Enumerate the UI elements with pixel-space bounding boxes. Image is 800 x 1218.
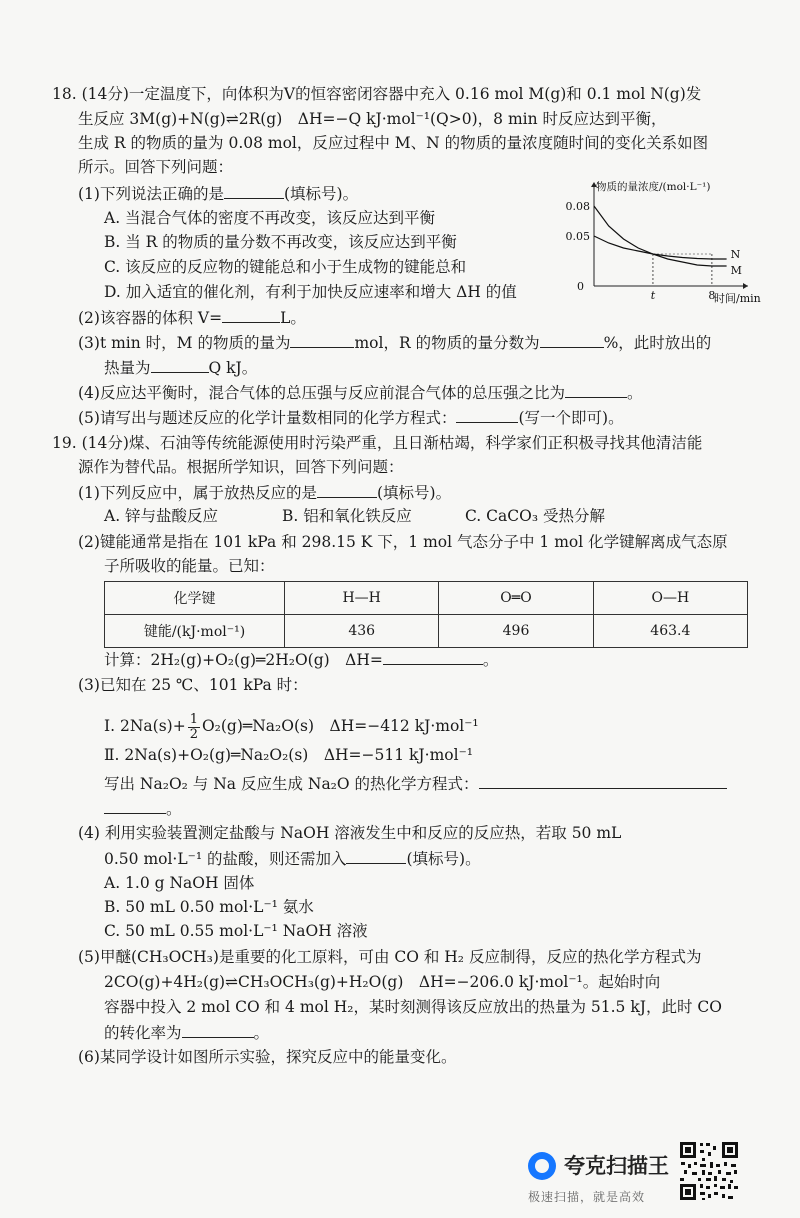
q18-part4-text: (4)反应达平衡时，混合气体的总压强与反应前混合气体的总压强之比为 — [78, 384, 565, 402]
table-cell: 键能/(kJ·mol⁻¹) — [105, 615, 285, 648]
q19-part3-continue — [104, 797, 182, 820]
q19-part3-blank-b[interactable] — [104, 797, 166, 814]
series-label-M: M — [730, 264, 742, 277]
q18-score: (14分) — [81, 85, 129, 103]
q19-part4-option-a: A. 1.0 g NaOH 固体 — [104, 874, 255, 892]
q19-line1 — [52, 432, 702, 454]
q19-part3-ask-text: 写出 Na₂O₂ 与 Na 反应生成 Na₂O 的热化学方程式： — [104, 775, 479, 793]
q19-part4-option-b: B. 50 mL 0.50 mol·L⁻¹ 氨水 — [104, 898, 314, 916]
q18-part1-blank[interactable] — [224, 182, 284, 199]
table-cell: 463.4 — [593, 615, 747, 648]
q18-option-d: D. 加入适宜的催化剂，有利于加快反应速率和增大 ΔH 的值 — [104, 283, 517, 301]
q19-part4-blank[interactable] — [346, 847, 406, 864]
q19-part2-line2: 子所吸收的能量。已知： — [104, 557, 275, 575]
q19-part3-end: 。 — [166, 800, 182, 818]
y-axis-label: 物质的量浓度/(mol·L⁻¹) — [596, 181, 711, 193]
q19-part2-line1: (2)键能通常是指在 101 kPa 和 298.15 K 下，1 mol 气态分子中 1 mol 化学键解离成气态原 — [78, 533, 728, 551]
q19-calc-blank[interactable] — [383, 648, 483, 665]
q19-part3-blank-a[interactable] — [479, 772, 727, 789]
q19-equation-1 — [104, 708, 479, 744]
q19-part1-text: (1)下列反应中，属于放热反应的是 — [78, 484, 317, 502]
q19-part3-head: (3)已知在 25 ℃、101 kPa 时： — [78, 676, 308, 694]
one-half-fraction — [188, 713, 200, 742]
q19-line2: 源作为替代品。根据所学知识，回答下列问题： — [78, 458, 404, 476]
q18-part5 — [78, 406, 624, 429]
table-cell: 496 — [439, 615, 593, 648]
q19-number: 19. — [52, 434, 77, 452]
table-cell: H—H — [285, 582, 439, 615]
quark-logo-icon — [528, 1152, 556, 1180]
table-cell: 436 — [285, 615, 439, 648]
q18-part3-blank-3[interactable] — [151, 356, 209, 373]
q18-part4 — [78, 381, 642, 404]
table-cell: O—H — [593, 582, 747, 615]
origin-label: 0 — [577, 280, 584, 293]
q19-part5-blank[interactable] — [182, 1021, 254, 1038]
q19-part4-line1: (4) 利用实验装置测定盐酸与 NaOH 溶液发生中和反应的反应热，若取 50 mL — [78, 824, 622, 842]
table-header-row — [105, 582, 748, 615]
x-tick-label: 8 — [708, 289, 716, 302]
eq1-rest: O₂(g)═Na₂O(s) ΔH=−412 kJ·mol⁻¹ — [201, 717, 479, 735]
q18-option-b: B. 当 R 的物质的量分数不再改变，该反应达到平衡 — [104, 233, 457, 251]
q18-part1-tail: (填标号)。 — [283, 185, 359, 203]
q19-part1-option-b: B. 铝和氧化铁反应 — [282, 507, 412, 525]
q19-part4-line2 — [104, 847, 481, 870]
watermark-brand: 夸克扫描王 — [564, 1154, 669, 1178]
table-row — [105, 615, 748, 648]
q18-part5-tail: (写一个即可)。 — [518, 409, 624, 427]
q18-option-c: C. 该反应的反应物的键能总和小于生成物的键能总和 — [104, 258, 467, 276]
q18-part3-blank-2[interactable] — [540, 331, 604, 348]
x-axis-arrow — [743, 283, 748, 289]
q19-part6: (6)某同学设计如图所示实验，探究反应中的能量变化。 — [78, 1048, 457, 1066]
q19-part1 — [78, 481, 451, 504]
q18-part3-text-e: Q kJ。 — [208, 359, 258, 377]
q18-line4: 所示。回答下列问题： — [78, 158, 234, 176]
q18-part2 — [78, 306, 306, 329]
q18-part3-line2 — [104, 356, 257, 379]
y-tick-label: 0.08 — [565, 200, 590, 213]
q18-part3-text-b: mol，R 的物质的量分数为 — [354, 334, 540, 352]
q19-part5-tail: 。 — [253, 1024, 270, 1042]
y-tick-label: 0.05 — [565, 230, 590, 243]
qr-code-icon — [678, 1140, 740, 1202]
q19-part3-ask — [104, 772, 727, 795]
q19-part5-text: 的转化率为 — [104, 1024, 182, 1042]
q19-equation-2: Ⅱ. 2Na(s)+O₂(g)═Na₂O₂(s) ΔH=−511 kJ·mol⁻¹ — [104, 746, 473, 764]
series-label-N: N — [730, 248, 741, 261]
q19-part1-option-c: C. CaCO₃ 受热分解 — [465, 507, 605, 525]
q18-stem-1: 一定温度下，向体积为V的恒容密闭容器中充入 0.16 mol M(g)和 0.1 mol N(g)发 — [128, 85, 702, 103]
q18-part5-blank[interactable] — [456, 406, 518, 423]
q19-part4-text: 0.50 mol·L⁻¹ 的盐酸，则还需加入 — [104, 850, 347, 868]
q18-part2-tail: L。 — [280, 309, 306, 327]
q18-part3-blank-1[interactable] — [290, 331, 354, 348]
q19-part4-option-c: C. 50 mL 0.55 mol·L⁻¹ NaOH 溶液 — [104, 922, 368, 940]
q19-part5-line4 — [104, 1021, 269, 1044]
table-cell: 化学键 — [105, 582, 285, 615]
q18-part4-blank[interactable] — [565, 381, 627, 398]
q18-number: 18. — [52, 85, 77, 103]
q18-part5-text: (5)请写出与题述反应的化学计量数相同的化学方程式： — [78, 409, 457, 427]
eq1-prefix: Ⅰ. 2Na(s)+ — [104, 717, 186, 735]
chart-layer — [566, 180, 761, 305]
q19-calc — [104, 648, 498, 671]
watermark-slogan: 极速扫描，就是高效 — [528, 1190, 646, 1204]
q18-part3-text-c: %，此时放出的 — [603, 334, 712, 352]
q18-part4-tail: 。 — [626, 384, 643, 402]
q18-part3-text-d: 热量为 — [104, 359, 151, 377]
q18-line3: 生成 R 的物质的量为 0.08 mol，反应过程中 M、N 的物质的量浓度随时间的变化关系如图 — [78, 134, 709, 152]
q18-line1 — [52, 83, 701, 105]
q19-part5-line2: 2CO(g)+4H₂(g)⇌CH₃OCH₃(g)+H₂O(g) ΔH=−206.0 kJ·mol⁻¹。起始时向 — [104, 973, 661, 991]
q18-part3-text-a: (3)t min 时，M 的物质的量为 — [78, 334, 291, 352]
q19-part1-blank[interactable] — [317, 481, 377, 498]
q18-line2: 生反应 3M(g)+N(g)⇌2R(g) ΔH=−Q kJ·mol⁻¹(Q>0)，8 min 时反应达到平衡， — [78, 110, 667, 128]
table-cell: O═O — [439, 582, 593, 615]
q18-part3-line1 — [78, 331, 711, 354]
q19-part4-tail: (填标号)。 — [406, 850, 481, 868]
q19-part1-tail: (填标号)。 — [376, 484, 452, 502]
concentration-time-chart — [556, 176, 761, 306]
q19-stem-1: 煤、石油等传统能源使用时污染严重，且日渐枯竭，科学家们正积极寻找其他清洁能 — [128, 434, 703, 452]
q19-part5-line1: (5)甲醚(CH₃OCH₃)是重要的化工原料，可由 CO 和 H₂ 反应制得，反应的热化学方程式为 — [78, 948, 702, 966]
q18-part1 — [78, 182, 358, 205]
fraction-denominator: 2 — [189, 726, 198, 742]
q19-calc-tail: 。 — [482, 651, 499, 669]
q19-part1-option-a: A. 锌与盐酸反应 — [104, 507, 219, 525]
q19-calc-text: 计算：2H₂(g)+O₂(g)═2H₂O(g) ΔH= — [104, 651, 383, 669]
q19-score: (14分) — [81, 434, 129, 452]
q18-part1-text: (1)下列说法正确的是 — [78, 185, 224, 203]
bond-energy-table — [104, 581, 748, 648]
q19-part5-line3: 容器中投入 2 mol CO 和 4 mol H₂，某时刻测得该反应放出的热量为 51.5 kJ，此时 CO — [104, 998, 722, 1016]
series-line-N — [594, 236, 727, 259]
fraction-numerator: 1 — [189, 711, 198, 727]
series-line-M — [594, 206, 727, 266]
q18-option-a: A. 当混合气体的密度不再改变，该反应达到平衡 — [104, 209, 436, 227]
q18-part2-blank[interactable] — [222, 306, 280, 323]
x-tick-label: t — [650, 289, 656, 302]
x-axis-label: 时间/min — [714, 292, 761, 305]
q18-part2-text: (2)该容器的体积 V= — [78, 309, 223, 327]
